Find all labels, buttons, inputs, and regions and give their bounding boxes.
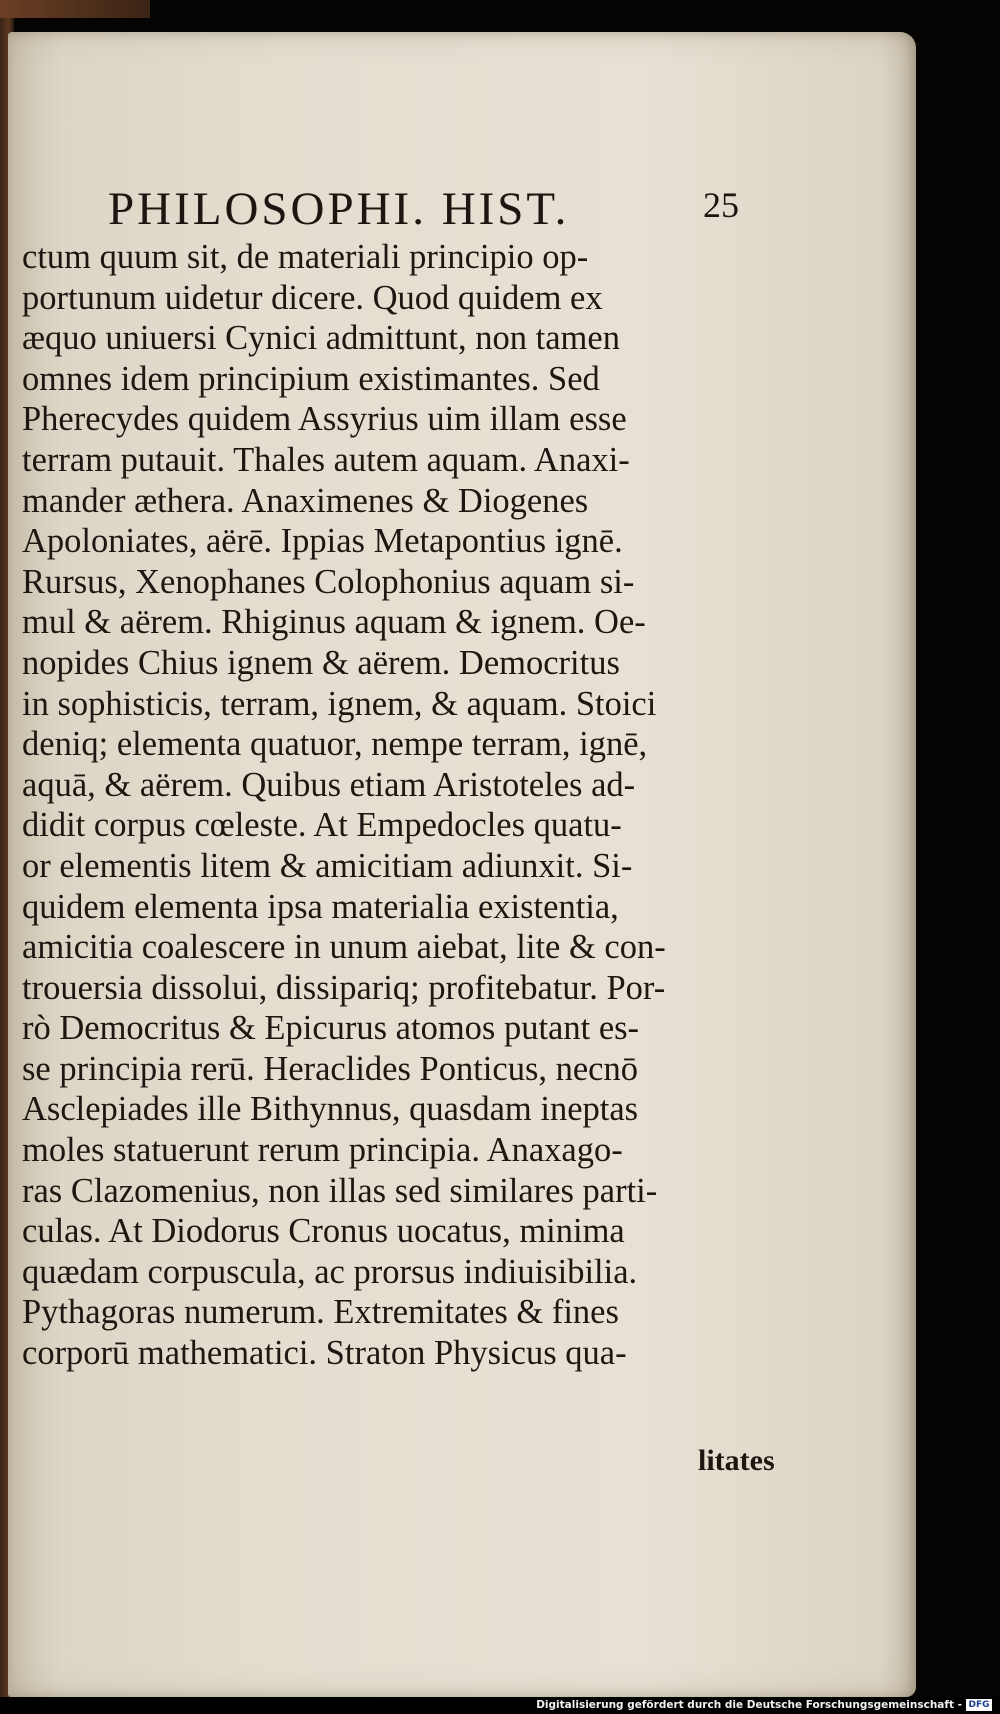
text-line: culas. At Diodorus Cronus uocatus, minima	[22, 1212, 625, 1251]
funding-credit: Digitalisierung gefördert durch die Deutsche Forschungsgemeinschaft -	[536, 1699, 962, 1711]
text-line: didit corpus cœleste. At Empedocles quatu-	[22, 806, 622, 845]
text-line: quædam corpuscula, ac prorsus indiuisibilia.	[22, 1252, 638, 1291]
text-line: ctum quum sit, de materiali principio op-	[22, 238, 589, 276]
text-line: æquo uniuersi Cynici admittunt, non tamen	[22, 319, 620, 358]
text-line: or elementis litem & amicitiam adiunxit. Si-	[22, 846, 633, 885]
dfg-logo-icon: DFG	[966, 1699, 992, 1711]
text-line: ras Clazomenius, non illas sed similares parti-	[22, 1171, 658, 1210]
text-line: se principia rerū. Heraclides Ponticus, necnō	[22, 1049, 638, 1088]
book-cover-edge	[0, 0, 150, 18]
text-line: Pherecydes quidem Assyrius uim illam esse	[22, 400, 627, 439]
text-line: corporū mathematici. Straton Physicus qua-	[22, 1334, 627, 1373]
text-line: omnes idem principium existimantes. Sed	[22, 359, 600, 398]
text-line: Apoloniates, aërē. Ippias Metapontius ignē.	[22, 522, 623, 561]
text-line: moles statuerunt rerum principia. Anaxago-	[22, 1131, 623, 1170]
text-line: trouersia dissolui, dissipariq; profitebatur. Por-	[22, 968, 666, 1007]
page-header	[108, 182, 758, 242]
text-line: Pythagoras numerum. Extremitates & fines	[22, 1293, 619, 1332]
digitization-footer	[0, 1697, 1000, 1714]
text-line: Rursus, Xenophanes Colophonius aquam si-	[22, 562, 635, 601]
text-line: mander æthera. Anaximenes & Diogenes	[22, 481, 589, 520]
running-title: PHILOSOPHI. HIST.	[108, 183, 570, 235]
text-line: in sophisticis, terram, ignem, & aquam. Stoici	[22, 684, 657, 723]
text-line: quidem elementa ipsa materialia existentia,	[22, 887, 619, 926]
text-line: portunum uidetur dicere. Quod quidem ex	[22, 278, 603, 317]
text-line: nopides Chius ignem & aërem. Democritus	[22, 643, 620, 682]
text-line: Asclepiades ille Bithynnus, quasdam ineptas	[22, 1090, 639, 1129]
text-line: deniq; elementa quatuor, nempe terram, ignē,	[22, 725, 648, 764]
text-line: aquā, & aërem. Quibus etiam Aristoteles ad-	[22, 765, 636, 804]
page-number: 25	[703, 185, 739, 225]
catchword: litates	[698, 1444, 775, 1477]
text-line: amicitia coalescere in unum aiebat, lite & con-	[22, 928, 666, 967]
body-text	[22, 237, 782, 1374]
text-line: rò Democritus & Epicurus atomos putant es-	[22, 1009, 640, 1048]
book-page	[8, 32, 916, 1697]
text-line: terram putauit. Thales autem aquam. Anaxi-	[22, 440, 630, 479]
text-line: mul & aërem. Rhiginus aquam & ignem. Oe-	[22, 603, 646, 642]
